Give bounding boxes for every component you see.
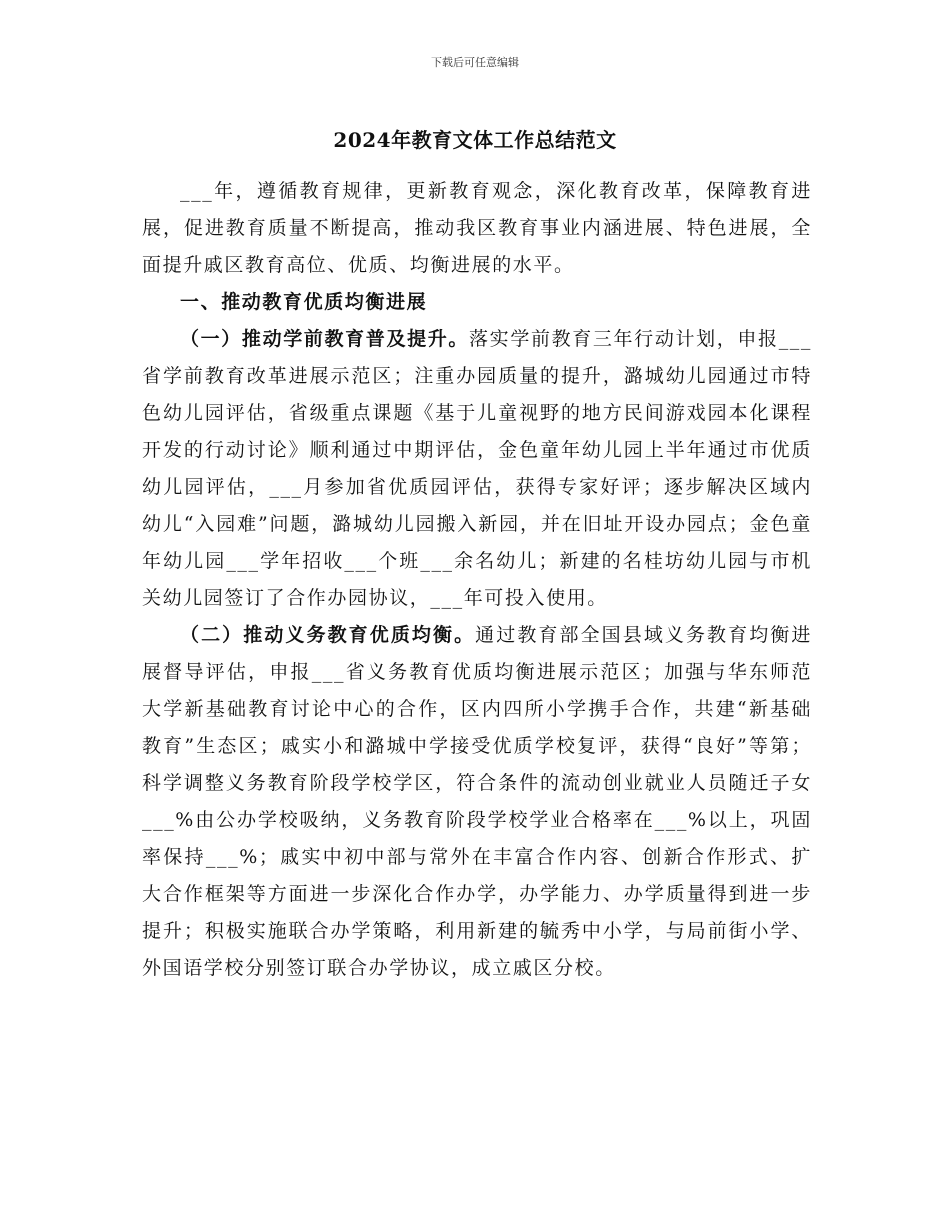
document-title: 2024年教育文体工作总结范文 bbox=[333, 128, 617, 152]
subsection-2-lead: （二）推动义务教育优质均衡。 bbox=[180, 624, 476, 646]
section-heading-1: 一、推动教育优质均衡进展 bbox=[180, 291, 428, 313]
subsection-2-text: 通过教育部全国县域义务教育均衡进展督导评估，申报___省义务教育优质均衡进展示范区；加强与华东师范大学新基础教育讨论中心的合作，区内四所小学携手合作，共建“新基础教育”生态区；戚实小和潞城中学接受优质学校复评，获得“良好”等第；科学调整义务教育阶段学校学区，符合条件的流动创业就业人员随迁子女___%由公办学校吸纳，义务教育阶段学校学业合格率在___%以上，巩固率保持___%；戚实中初中部与常外在丰富合作内容、创新合作形式、扩大合作框架等方面进一步深化合作办学，办学能力、办学质量得到进一步提升；积极实施联合办学策略，利用新建的毓秀中小学，与局前街小学、外国语学校分别签订联合办学协议，成立戚区分校。 bbox=[142, 624, 812, 979]
subsection-1-lead: （一）推动学前教育普及提升。 bbox=[180, 328, 470, 350]
subsection-1-text: 落实学前教育三年行动计划，申报___省学前教育改革进展示范区；注重办园质量的提升，潞城幼儿园通过市特色幼儿园评估，省级重点课题《基于儿童视野的地方民间游戏园本化课程开发的行动讨论》顺利通过中期评估，金色童年幼儿园上半年通过市优质幼儿园评估，___月参加省优质园评估，获得专家好评；逐步解决区域内幼儿“入园难”问题，潞城幼儿园搬入新园，并在旧址开设办园点；金色童年幼儿园___学年招收___个班___余名幼儿；新建的名桂坊幼儿园与市机关幼儿园签订了合作办园协议，___年可投入使用。 bbox=[142, 328, 812, 609]
intro-paragraph: ___年，遵循教育规律，更新教育观念，深化教育改革，保障教育进展，促进教育质量不断提高，推动我区教育事业内涵进展、特色进展，全面提升戚区教育高位、优质、均衡进展的水平。 bbox=[142, 180, 812, 276]
document-body bbox=[142, 173, 812, 987]
subsection-1-paragraph bbox=[142, 321, 812, 617]
subsection-2-paragraph bbox=[142, 617, 812, 987]
page-header-note: 下载后可任意编辑 bbox=[431, 56, 519, 69]
